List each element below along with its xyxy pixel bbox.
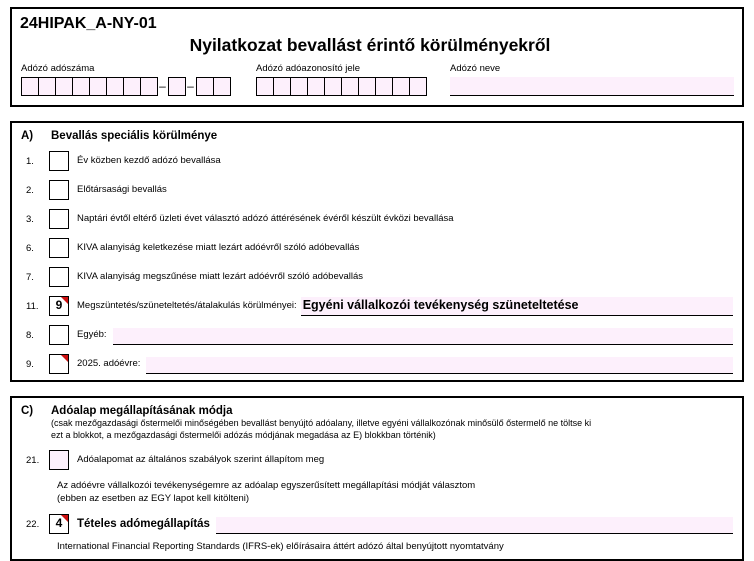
row-8-label: Egyéb: xyxy=(77,329,107,340)
section-a-block xyxy=(10,121,744,382)
taxpayer-name-group xyxy=(450,63,734,96)
tax-id-cell[interactable] xyxy=(409,77,427,96)
tax-number-input[interactable] xyxy=(21,77,230,96)
row-11 xyxy=(21,296,733,316)
row-6-label: KIVA alanyiság keletkezése miatt lezárt adóévről szóló adóbevallás xyxy=(77,242,360,253)
section-a-title: Bevallás speciális körülménye xyxy=(51,130,218,142)
section-c-block xyxy=(10,396,744,561)
row-7 xyxy=(21,267,733,287)
tax-number-separator: – xyxy=(159,79,166,93)
section-c-paragraph-line-2: (ebben az esetben az EGY lapot kell kitölteni) xyxy=(57,492,250,504)
row-22-value-input[interactable] xyxy=(216,517,733,534)
tax-number-cell[interactable] xyxy=(72,77,90,96)
tax-id-cell[interactable] xyxy=(324,77,342,96)
section-c-title: Adóalap megállapításának módja xyxy=(51,405,233,417)
tax-id-input[interactable] xyxy=(256,77,426,96)
row-21-checkbox[interactable] xyxy=(49,450,69,470)
row-2-label: Előtársasági bevallás xyxy=(77,184,167,195)
form-code: 24HIPAK_A-NY-01 xyxy=(20,15,157,32)
tax-id-cell[interactable] xyxy=(273,77,291,96)
row-3-label: Naptári évtől eltérő üzleti évet választó adózó áttérésének évéről készült évközi bevallása xyxy=(77,213,454,224)
identification-row xyxy=(20,63,734,96)
row-21 xyxy=(21,450,733,470)
row-1-label: Év közben kezdő adózó bevallása xyxy=(77,155,221,166)
tax-id-cell[interactable] xyxy=(290,77,308,96)
tax-number-cell[interactable] xyxy=(168,77,186,96)
row-8-checkbox[interactable] xyxy=(49,325,69,345)
row-7-checkbox[interactable] xyxy=(49,267,69,287)
tax-number-separator: – xyxy=(187,79,194,93)
row-22-number: 22. xyxy=(26,518,40,530)
tax-number-cell[interactable] xyxy=(38,77,56,96)
section-a-letter: A) xyxy=(21,130,34,142)
tax-number-cell[interactable] xyxy=(55,77,73,96)
row-21-number: 21. xyxy=(26,454,40,466)
tax-number-cell[interactable] xyxy=(140,77,158,96)
section-c-paragraph-line-1: Az adóévre vállalkozói tevékenységemre az adóalap egyszerűsített megállapítási módját választom xyxy=(57,480,476,491)
row-9-value-input[interactable] xyxy=(146,357,733,374)
row-2 xyxy=(21,180,733,200)
taxpayer-name-label: Adózó neve xyxy=(450,63,501,74)
tax-number-cell[interactable] xyxy=(106,77,124,96)
row-11-value-input[interactable]: Egyéni vállalkozói tevékenység szüneteltetése xyxy=(301,297,733,316)
row-6-checkbox[interactable] xyxy=(49,238,69,258)
tax-id-cell[interactable] xyxy=(341,77,359,96)
tax-number-cell[interactable] xyxy=(21,77,39,96)
row-6 xyxy=(21,238,733,258)
row-9-number: 9. xyxy=(26,358,34,370)
row-7-number: 7. xyxy=(26,271,34,283)
section-a-header xyxy=(21,130,733,142)
tax-id-cell[interactable] xyxy=(392,77,410,96)
row-11-label: Megszüntetés/szüneteltetés/átalakulás körülményei: xyxy=(77,300,297,311)
tax-id-cell[interactable] xyxy=(375,77,393,96)
tax-number-cell[interactable] xyxy=(89,77,107,96)
form-header-block xyxy=(10,7,744,107)
tax-number-cell[interactable] xyxy=(196,77,214,96)
row-1 xyxy=(21,151,733,171)
section-c-cut-text: International Financial Reporting Standards (IFRS-ek) előírásaira áttért adózó által benyújtott nyomtatvány xyxy=(57,541,504,552)
row-8-number: 8. xyxy=(26,329,34,341)
taxpayer-name-input[interactable] xyxy=(450,77,734,96)
row-2-checkbox[interactable] xyxy=(49,180,69,200)
row-1-checkbox[interactable] xyxy=(49,151,69,171)
row-21-label: Adóalapomat az általános szabályok szerint állapítom meg xyxy=(77,454,325,465)
row-8-value-input[interactable] xyxy=(113,328,733,345)
row-22-label: Tételes adómegállapítás xyxy=(77,518,210,530)
form-title: Nyilatkozat bevallást érintő körülményekről xyxy=(189,35,551,55)
row-22-code-box[interactable]: 4 xyxy=(49,514,69,534)
row-11-code-box[interactable]: 9 xyxy=(49,296,69,316)
row-7-label: KIVA alanyiság megszűnése miatt lezárt adóévről szóló adóbevallás xyxy=(77,271,364,282)
section-c-note-line-2: ezt a blokkot, a mezőgazdasági őstermelői adózás módjának megadása az E) blokkban történik) xyxy=(51,429,436,440)
tax-id-cell[interactable] xyxy=(358,77,376,96)
row-1-number: 1. xyxy=(26,155,34,167)
row-3-number: 3. xyxy=(26,213,34,225)
section-c-letter: C) xyxy=(21,405,34,417)
tax-number-cell[interactable] xyxy=(213,77,231,96)
tax-id-label: Adózó adóazonosító jele xyxy=(256,63,361,74)
tax-number-cell[interactable] xyxy=(123,77,141,96)
row-2-number: 2. xyxy=(26,184,34,196)
row-3-checkbox[interactable] xyxy=(49,209,69,229)
section-c-header xyxy=(21,405,733,417)
tax-id-cell[interactable] xyxy=(256,77,274,96)
row-9-checkbox[interactable] xyxy=(49,354,69,374)
row-6-number: 6. xyxy=(26,242,34,254)
tax-id-group xyxy=(256,63,426,96)
section-c-note-line-1: (csak mezőgazdasági őstermelői minőségében bevallást benyújtó adóalany, illetve egyéni vállalkozónak minősülő őstermelő ne töltse ki xyxy=(51,418,592,428)
row-11-number: 11. xyxy=(26,300,39,312)
row-9 xyxy=(21,354,733,374)
row-9-label: 2025. adóévre: xyxy=(77,358,141,369)
tax-number-group xyxy=(21,63,230,96)
tax-id-cell[interactable] xyxy=(307,77,325,96)
tax-number-label: Adózó adószáma xyxy=(21,63,95,74)
row-3 xyxy=(21,209,733,229)
row-22 xyxy=(21,514,733,534)
row-8 xyxy=(21,325,733,345)
